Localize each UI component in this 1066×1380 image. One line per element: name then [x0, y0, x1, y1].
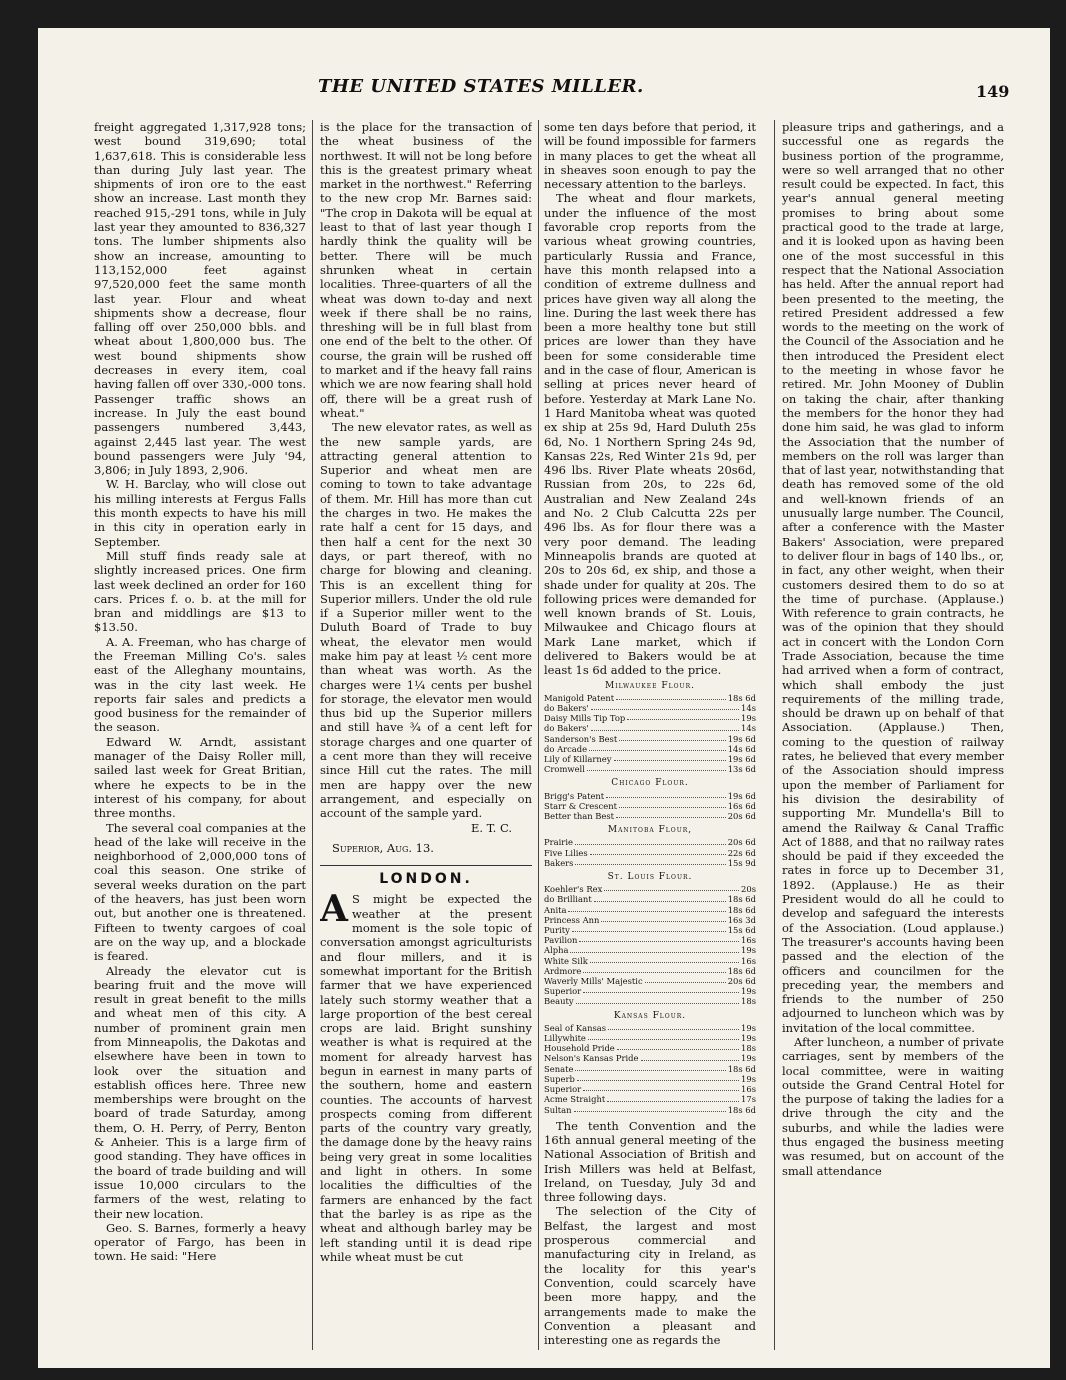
page-number: 149: [976, 82, 1010, 101]
brand-name: Brigg's Patent: [544, 790, 605, 801]
price-row: [544, 744, 756, 754]
price-row: [544, 1043, 756, 1053]
column-rule: [312, 120, 313, 1350]
price-value: 19s: [741, 1073, 756, 1084]
column-rule: [538, 120, 539, 1350]
price-value: 16s: [741, 935, 756, 946]
price-value: 15s 6d: [727, 925, 756, 936]
leader-dots: [579, 935, 739, 942]
price-value: 14s: [741, 723, 756, 734]
brand-name: Ardmore: [544, 965, 582, 976]
price-row: [544, 945, 756, 955]
brand-name: Cromwell: [544, 764, 585, 775]
leader-dots: [589, 744, 726, 751]
brand-name: do Arcade: [544, 743, 588, 754]
column-2: [320, 120, 532, 1350]
price-group: [544, 778, 756, 821]
price-row: [544, 848, 756, 858]
leader-dots: [583, 966, 725, 973]
price-value: 16s 6d: [727, 800, 756, 811]
brand-name: Pavilion: [544, 935, 578, 946]
price-value: 19s 6d: [727, 733, 756, 744]
price-row: [544, 996, 756, 1006]
leader-dots: [641, 1053, 740, 1060]
brand-name: Five Lilies: [544, 847, 588, 858]
paragraph: Mill stuff finds ready sale at slightly increased prices. One firm last week declined an order for 160 cars. Prices f. o. b. at the mill for bran and middlings are $13 to $13.50.: [94, 548, 306, 635]
price-value: 20s 6d: [727, 976, 756, 987]
brand-name: Sultan: [544, 1104, 572, 1115]
leader-dots: [575, 1064, 725, 1071]
paragraph-text: S might be expected the weather at the present moment is the sole topic of conversation amongst agriculturists and flour millers, and it is somewhat important for the British farmer that we have experienced lately such stormy weather that a large proportion of the best cereal crops are laid. Bright sunshiny weather is what is required at the moment for already harvest has begun in earnest in many parts of the southern, home and eastern counties. The accounts of harvest prospects coming from different parts of the country vary greatly, the damage done by the heavy rains being very great in some localities and light in others. In some localities the difficulties of the farmers are enhanced by the fact that the barley is as ripe as the wheat and although barley may be left standing until it is dead ripe while wheat must be cut: [320, 892, 532, 1264]
leader-dots: [616, 693, 726, 700]
leader-dots: [616, 811, 726, 818]
brand-name: Purity: [544, 925, 570, 936]
leader-dots: [607, 1094, 739, 1101]
price-group: [544, 825, 756, 868]
brand-name: Better than Best: [544, 811, 615, 822]
brand-name: Superior: [544, 986, 582, 997]
price-row: [544, 905, 756, 915]
leader-dots: [604, 884, 739, 891]
price-row: [544, 925, 756, 935]
price-value: 19s: [741, 986, 756, 997]
price-group: [544, 872, 756, 1007]
signature: E. T. C.: [470, 820, 512, 835]
paragraph: is the place for the transaction of the wheat business of the northwest. It will not be long before this is the greatest primary wheat market in the northwest." Referring to the new crop Mr. Barnes said: "The crop in Dakota will be equal at least to that of last year though I hardly think the quality will be better. There will be much shrunken wheat in certain localities. Three-quarters of all the wheat was down to-day and next week if there shall be no rains, threshing will be in full blast from one end of the belt to the other. Of course, the grain will be rushed off to market and if the heavy fall rains which we are now fearing shall hold off, there will be a great rush of wheat.": [320, 120, 532, 420]
price-row: [544, 915, 756, 925]
column-4: [782, 120, 1004, 1350]
price-value: 20s: [741, 884, 756, 895]
price-value: 17s: [741, 1094, 756, 1105]
price-value: 18s: [741, 1043, 756, 1054]
paragraph: A. A. Freeman, who has charge of the Freeman Milling Co's. sales east of the Alleghany mountains, was in the city last week. He reports fair sales and predicts a good business for the remainder of the season.: [94, 634, 306, 735]
price-value: 18s 6d: [727, 692, 756, 703]
price-value: 13s 6d: [727, 764, 756, 775]
brand-name: do Bakers': [544, 723, 589, 734]
price-value: 19s: [741, 1022, 756, 1033]
brand-name: Superb: [544, 1073, 575, 1084]
price-row: [544, 1053, 756, 1063]
brand-name: Bakers: [544, 857, 574, 868]
price-row: [544, 1074, 756, 1084]
price-value: 22s 6d: [727, 847, 756, 858]
price-row: [544, 764, 756, 774]
brand-name: Princess Ann: [544, 914, 600, 925]
brand-name: do Brilliant: [544, 894, 592, 905]
brand-name: Senate: [544, 1063, 574, 1074]
price-row: [544, 693, 756, 703]
leader-dots: [590, 956, 739, 963]
leader-dots: [583, 1084, 739, 1091]
leader-dots: [627, 713, 739, 720]
price-row: [544, 858, 756, 868]
price-value: 18s 6d: [727, 1063, 756, 1074]
price-value: 16s 3d: [727, 914, 756, 925]
price-row: [544, 754, 756, 764]
brand-name: Anita: [544, 904, 567, 915]
price-value: 19s: [741, 1033, 756, 1044]
price-group: [544, 1011, 756, 1115]
paragraph: The wheat and flour markets, under the influence of the most favorable crop reports from the various wheat growing countries, particularly Russia and France, have this month relapsed into a condition of extreme dullness and prices have given way all along the line. During the last week there has been a more healthy tone but still prices are lower than they have been for some considerable time and in the case of flour, American is selling at prices never heard of before. Yesterday at Mark Lane No. 1 Hard Manitoba wheat was quoted ex ship at 25s 9d, Hard Duluth 25s 6d, No. 1 Northern Spring 24s 9d, Kansas 22s, Red Winter 21s 9d, per 496 lbs. River Plate wheats 20s6d, Russian from 20s, to 22s 6d, Australian and New Zealand 24s and No. 2 Club Calcutta 22s per 496 lbs. As for flour there was a very poor demand. The leading Minneapolis brands are quoted at 20s to 20s 6d, ex ship, and those a shade under for quality at 20s. The following prices were demanded for well known brands of St. Louis, Milwaukee and Chicago flours at Mark Lane market, which if delivered to Bakers would be at least 1s 6d added to the price.: [544, 191, 756, 678]
brand-name: Beauty: [544, 996, 574, 1007]
flour-price-lists: [544, 681, 756, 1115]
leader-dots: [617, 1043, 739, 1050]
price-row: [544, 703, 756, 713]
price-group-heading: Milwaukee Flour.: [605, 680, 695, 691]
page-header: [38, 72, 1050, 112]
price-group-heading: Manitoba Flour,: [607, 825, 693, 836]
price-row: [544, 894, 756, 904]
brand-name: Manigold Patent: [544, 692, 615, 703]
section-title-london: LONDON.: [320, 865, 532, 886]
brand-name: Koehler's Rex: [544, 884, 603, 895]
paragraph: Edward W. Arndt, assistant manager of the Daisy Roller mill, sailed last week for Great Britian, where he expects to be in the interest of his company, for about three months.: [94, 734, 306, 821]
leader-dots: [601, 915, 725, 922]
price-row: [544, 1105, 756, 1115]
price-value: 18s 6d: [727, 894, 756, 905]
price-value: 16s: [741, 1084, 756, 1095]
leader-dots: [572, 925, 726, 932]
price-value: 19s: [741, 713, 756, 724]
brand-name: Prairie: [544, 837, 573, 848]
brand-name: Waverly Mills' Majestic: [544, 976, 643, 987]
paragraph: Already the elevator cut is bearing fruit and the move will result in great benefit to the mills and wheat men of this city. A number of prominent grain men from Minneapolis, the Dakotas and elsewhere have been in town to look over the situation and establish offices here. Three new memberships were brought on the board of trade Saturday, among them, O. H. Perry, of Perry, Benton & Anheier. This is a large firm of good standing. They have offices in the board of trade building and will issue 10,000 circulars to the farmers of the west, relating to their new location.: [94, 963, 306, 1221]
leader-dots: [583, 986, 739, 993]
price-value: 18s 6d: [727, 965, 756, 976]
leader-dots: [608, 1023, 739, 1030]
price-value: 19s: [741, 1053, 756, 1064]
price-value: 18s 6d: [727, 904, 756, 915]
price-group: [544, 681, 756, 775]
price-row: [544, 956, 756, 966]
leader-dots: [568, 905, 725, 912]
paragraph: The new elevator rates, as well as the new sample yards, are attracting general attention to Superior and wheat men are coming to town to take advantage of them. Mr. Hill has more than cut the charges in two. He makes the rate half a cent for 15 days, and then half a cent for the next 30 days, or part thereof, with no charge for blowing and cleaning. This is an excellent thing for Superior millers. Under the old rule if a Superior miller went to the Duluth Board of Trade to buy wheat, the elevator men would make him pay at least ½ cent more than wheat was worth. As the charges were 1¼ cents per bushel for storage, the elevator men would thus bid up the Superior millers and still have ¾ of a cent left for storage charges and one quarter of a cent more than they will receive since Hill cut the rates. The mill men are happy over the new arrangement, and especially on account of the sample yard.: [320, 420, 532, 821]
price-row: [544, 1094, 756, 1104]
column-1: [94, 120, 306, 1350]
price-value: 19s: [741, 945, 756, 956]
brand-name: Superior: [544, 1084, 582, 1095]
brand-name: Household Pride: [544, 1043, 615, 1054]
brand-name: Alpha: [544, 945, 569, 956]
paragraph: The selection of the City of Belfast, the largest and most prosperous commercial and manufacturing city in Ireland, as the locality for this year's Convention, could scarcely have been more happy, and the arrangements made to make the Convention a pleasant and interesting one as regards the: [544, 1204, 756, 1348]
drop-cap: A: [320, 888, 348, 931]
price-row: [544, 976, 756, 986]
paragraph: freight aggregated 1,317,928 tons; west bound 319,690; total 1,637,618. This is considerable less than during July last year. The shipments of iron ore to the east show an increase. Last month they reached 915,-291 tons, while in July last year they amounted to 836,327 tons. The lumber shipments also show an increase, amounting to 113,152,000 feet against 97,520,000 feet the same month last year. Flour and wheat shipments show a decrease, flour falling off over 250,000 bbls. and wheat about 1,800,000 bus. The west bound shipments show decreases in every item, coal having fallen off over 330,-000 tons. Passenger traffic shows an increase. In July the east bound passengers numbered 3,443, against 2,445 last year. The west bound passengers were July '94, 3,806; in July 1893, 2,906.: [94, 120, 306, 478]
column-3: [544, 120, 756, 1350]
leader-dots: [570, 945, 739, 952]
leader-dots: [619, 801, 726, 808]
price-row: [544, 1064, 756, 1074]
leader-dots: [575, 858, 725, 865]
leader-dots: [590, 848, 726, 855]
price-row: [544, 1084, 756, 1094]
running-title: THE UNITED STATES MILLER.: [318, 76, 644, 97]
price-group-heading: St. Louis Flour.: [607, 872, 693, 883]
leader-dots: [614, 754, 726, 761]
price-row: [544, 935, 756, 945]
price-value: 16s: [741, 955, 756, 966]
newspaper-page: [38, 28, 1050, 1368]
leader-dots: [619, 734, 725, 741]
leader-dots: [594, 894, 726, 901]
price-row: [544, 791, 756, 801]
price-row: [544, 884, 756, 894]
leader-dots: [577, 1074, 739, 1081]
brand-name: Nelson's Kansas Pride: [544, 1053, 639, 1064]
price-row: [544, 713, 756, 723]
price-value: 18s 6d: [727, 1104, 756, 1115]
price-row: [544, 1023, 756, 1033]
dateline: Superior, Aug. 13.: [332, 840, 434, 855]
price-value: 19s 6d: [727, 790, 756, 801]
column-rule: [774, 120, 775, 1350]
price-row: [544, 801, 756, 811]
brand-name: Seal of Kansas: [544, 1022, 607, 1033]
paragraph: some ten days before that period, it will be found impossible for farmers in many places to get the wheat all in sheaves soon enough to pay the necessary attention to the barleys.: [544, 120, 756, 192]
leader-dots: [606, 791, 726, 798]
paragraph: W. H. Barclay, who will close out his milling interests at Fergus Falls this month expects to have his mill in this city in operation early in September.: [94, 477, 306, 549]
leader-dots: [591, 723, 739, 730]
price-value: 15s 9d: [727, 857, 756, 868]
price-row: [544, 734, 756, 744]
price-value: 18s: [741, 996, 756, 1007]
price-value: 20s 6d: [727, 811, 756, 822]
brand-name: Sanderson's Best: [544, 733, 618, 744]
paragraph: Geo. S. Barnes, formerly a heavy operator of Fargo, has been in town. He said: "Here: [94, 1220, 306, 1264]
paragraph: The tenth Convention and the 16th annual general meeting of the National Association of British and Irish Millers was held at Belfast, Ireland, on Tuesday, July 3d and three following days.: [544, 1118, 756, 1205]
brand-name: White Silk: [544, 955, 588, 966]
price-row: [544, 986, 756, 996]
price-value: 14s: [741, 702, 756, 713]
leader-dots: [645, 976, 726, 983]
price-row: [544, 811, 756, 821]
price-group-heading: Kansas Flour.: [613, 1010, 687, 1021]
london-lead-paragraph: [320, 888, 532, 1264]
price-value: 20s 6d: [727, 837, 756, 848]
paragraph: After luncheon, a number of private carriages, sent by members of the local committee, were in waiting outside the Grand Central Hotel for the purpose of taking the ladies for a drive through the city and the suburbs, and while the ladies were thus engaged the business meeting was resumed, but on account of the small attendance: [782, 1035, 1004, 1178]
leader-dots: [574, 1105, 726, 1112]
brand-name: Acme Straight: [544, 1094, 606, 1105]
brand-name: do Bakers': [544, 702, 589, 713]
brand-name: Daisy Mills Tip Top: [544, 713, 626, 724]
price-value: 19s 6d: [727, 754, 756, 764]
price-value: 14s 6d: [727, 743, 756, 754]
leader-dots: [591, 703, 739, 710]
price-row: [544, 837, 756, 847]
brand-name: Lillywhite: [544, 1033, 586, 1044]
paragraph: pleasure trips and gatherings, and a successful one as regards the business portion of the programme, were so well arranged that no other result could be expected. In fact, this year's annual general meeting promises to bring about some practical good to the trade at large, and it is looked upon as having been one of the most successful in this respect that the National Association has held. After the annual report had been presented to the meeting, the retired President addressed a few words to the meeting on the work of the Council of the Association and he then introduced the President elect to the meeting in whose favor he retired. Mr. John Mooney of Dublin on taking the chair, after thanking the members for the honor they had done him said, he was glad to inform the Association that the number of members on the roll was larger than that of last year, notwithstanding that death has removed some of the old and well-known friends of an unusually large number. The Council, after a conference with the Master Bakers' Association, were prepared to deliver flour in bags of 140 lbs., or, in fact, any other weight, when their customers desired them to do so at the time of purchase. (Applause.) With reference to grain contracts, he was of the opinion that they should act in concert with the London Corn Trade Association, because the time had arrived when a form of contract, which shall embody the just requirements of the milling trade, should be drawn up on behalf of that Association. (Applause.) Then, coming to the question of railway rates, he believed that every member of the Association should impress upon the member of Parliament for his division the desirability of supporting Mr. Mundella's Bill to amend the Railway & Canal Traffic Act of 1888, and that no railway rates should be paid if they exceeded the rates in force up to December 31, 1892. (Applause.) He as their President would do all he could to develop and safeguard the interests of the Association. (Loud applause.) The treasurer's accounts having been passed and the election of the officers and councilmen for the preceding year, the members and friends to the number of 250 adjourned to luncheon which was by invitation of the local committee.: [782, 120, 1004, 1035]
brand-name: Lily of Killarney: [544, 754, 612, 764]
leader-dots: [575, 837, 726, 844]
paragraph: The several coal companies at the head of the lake will receive in the neighborhood of 2,000,000 tons of coal this season. One strike of several weeks duration on the part of the heavers, has just been worn out, but another one is threatened. Fifteen to twenty cargoes of coal are on the way up, and a blockade is feared.: [94, 820, 306, 964]
price-group-heading: Chicago Flour.: [611, 778, 689, 789]
brand-name: Starr & Crescent: [544, 800, 617, 811]
price-row: [544, 1033, 756, 1043]
price-row: [544, 723, 756, 733]
leader-dots: [576, 996, 739, 1003]
price-row: [544, 966, 756, 976]
leader-dots: [588, 1033, 739, 1040]
leader-dots: [587, 764, 726, 771]
